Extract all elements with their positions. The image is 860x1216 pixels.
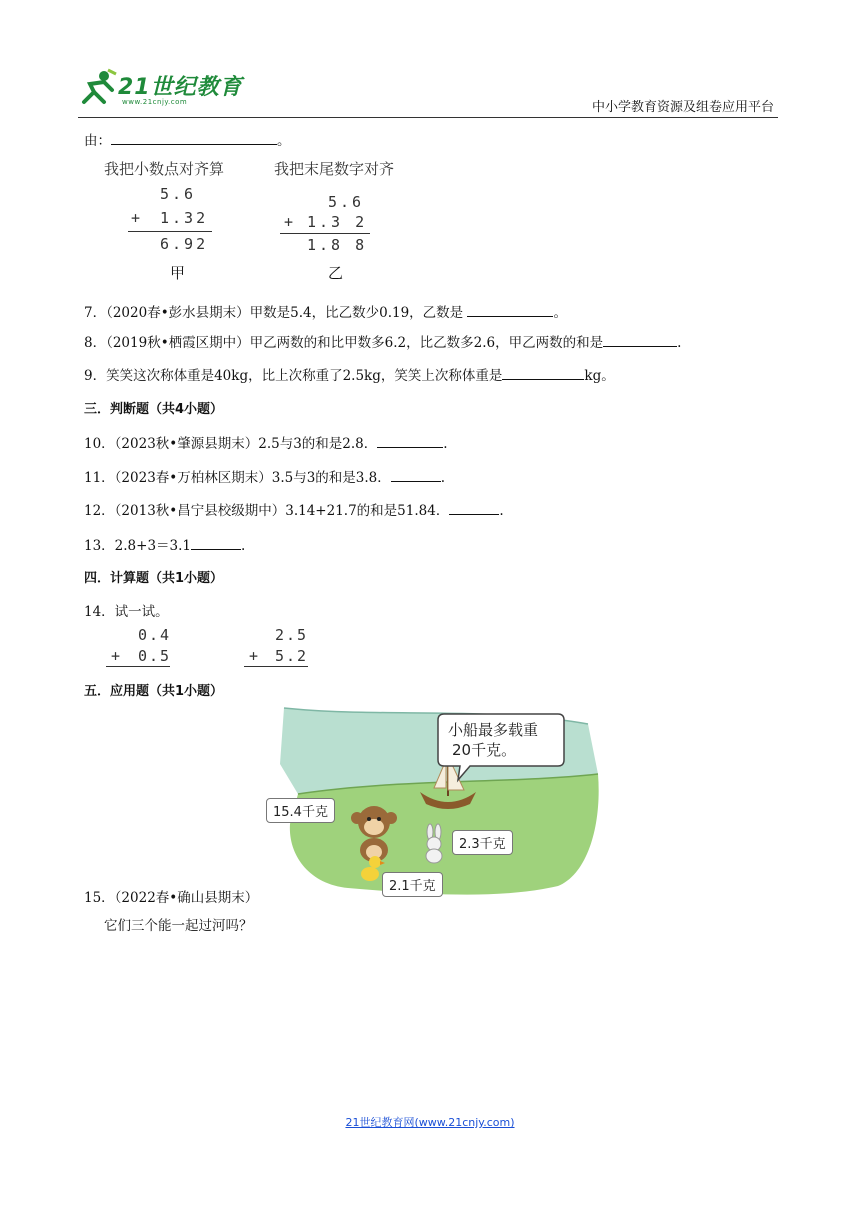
q6-left-addend: 1.32	[160, 209, 209, 227]
q6-left-caption: 我把小数点对齐算	[104, 160, 225, 178]
section-4-title: 四．计算题（共1小题）	[84, 571, 224, 586]
q11-end: .	[440, 470, 446, 486]
q8-text: 8．（2019秋•栖霞区期中）甲乙两数的和比甲数多6.2，比乙数多2.6，甲乙两数的和是	[84, 335, 604, 351]
river-illustration	[258, 704, 603, 900]
platform-name: 中小学教育资源及组卷应用平台	[591, 100, 774, 115]
q6-reason-line	[84, 129, 291, 149]
rabbit-weight-label: 2.3千克	[452, 830, 513, 855]
q13-text: 13．2.8+3＝3.1	[84, 538, 192, 554]
q11	[84, 466, 445, 486]
q12-answer-blank[interactable]	[449, 500, 499, 515]
q6-right-top: 5.6	[328, 193, 365, 211]
q6-right-label: 乙	[328, 264, 344, 282]
q6-right-result: 1.8 8	[307, 236, 368, 254]
q11-text: 11．（2023春•万柏林区期末）3.5与3的和是3.8．	[84, 470, 391, 486]
q6-right-op: +	[284, 213, 294, 231]
q12-end: .	[499, 503, 504, 519]
q14-calc1-rule	[106, 666, 170, 667]
q6-answer-blank[interactable]	[111, 130, 277, 145]
q9	[84, 364, 615, 384]
q14-calc2-op: +	[249, 647, 259, 665]
q7-end: 。	[553, 305, 567, 321]
q9-answer-blank[interactable]	[502, 365, 584, 380]
q6-right-caption: 我把末尾数字对齐	[274, 160, 395, 178]
header-divider	[78, 117, 778, 118]
q6-left-top: 5.6	[160, 185, 197, 203]
section-5-title: 五．应用题（共1小题）	[84, 684, 224, 699]
runner-icon	[78, 68, 118, 108]
q14-calc2-addend: 5.2	[275, 647, 309, 665]
q6-right-rule	[280, 233, 370, 234]
chick-weight-label: 2.1千克	[382, 872, 443, 897]
q10	[84, 432, 448, 452]
q6-right-addend: 1.3 2	[307, 213, 368, 231]
q14-calc2-top: 2.5	[275, 626, 309, 644]
footer-link[interactable]: 21世纪教育网(www.21cnjy.com)	[345, 1116, 515, 1129]
q9-end: kg。	[584, 368, 615, 384]
q6-left-op: +	[131, 209, 141, 227]
q10-end: .	[443, 436, 448, 452]
q8-answer-blank[interactable]	[603, 332, 677, 347]
q13-answer-blank[interactable]	[191, 535, 241, 550]
q6-left-label: 甲	[170, 264, 186, 282]
q13	[84, 534, 245, 554]
section-3-title: 三．判断题（共4小题）	[84, 402, 224, 417]
q8-end: .	[677, 335, 682, 351]
q12-text: 12．（2013秋•昌宁县校级期中）3.14+21.7的和是51.84．	[84, 503, 450, 519]
q13-end: .	[241, 538, 246, 554]
q7	[84, 301, 567, 321]
q14-calc1-addend: 0.5	[138, 647, 172, 665]
q7-text: 7．（2020春•彭水县期末）甲数是5.4，比乙数少0.19，乙数是	[84, 305, 464, 321]
q14-text: 14．试一试。	[84, 604, 169, 620]
q6-left-rule	[128, 231, 212, 232]
q6-reason-suffix: 。	[277, 133, 291, 149]
q15-source: 15．（2022春•确山县期末）	[84, 890, 259, 906]
q10-text: 10．（2023秋•肇源县期末）2.5与3的和是2.8．	[84, 436, 378, 452]
q8	[84, 331, 681, 351]
q14-calc1-top: 0.4	[138, 626, 172, 644]
q14-calc1-op: +	[111, 647, 121, 665]
q11-answer-blank[interactable]	[391, 467, 441, 482]
logo-url: www.21cnjy.com	[122, 98, 188, 106]
q6-reason-prefix: 由：	[84, 133, 111, 149]
speech-line-2: 20千克。	[452, 741, 517, 759]
q7-answer-blank[interactable]	[467, 302, 553, 317]
q10-answer-blank[interactable]	[377, 433, 443, 448]
speech-line-1: 小船最多载重	[448, 721, 539, 739]
speech-bubble	[448, 720, 538, 760]
q6-left-result: 6.92	[160, 235, 209, 253]
logo	[78, 66, 258, 116]
q9-text: 9．笑笑这次称体重是40kg，比上次称重了2.5kg，笑笑上次称体重是	[84, 368, 503, 384]
logo-text: 21世纪教育	[118, 75, 243, 100]
q14-calc2-rule	[244, 666, 308, 667]
q12	[84, 499, 504, 519]
monkey-weight-label: 15.4千克	[266, 798, 335, 823]
q15-question: 它们三个能一起过河吗？	[104, 918, 253, 934]
